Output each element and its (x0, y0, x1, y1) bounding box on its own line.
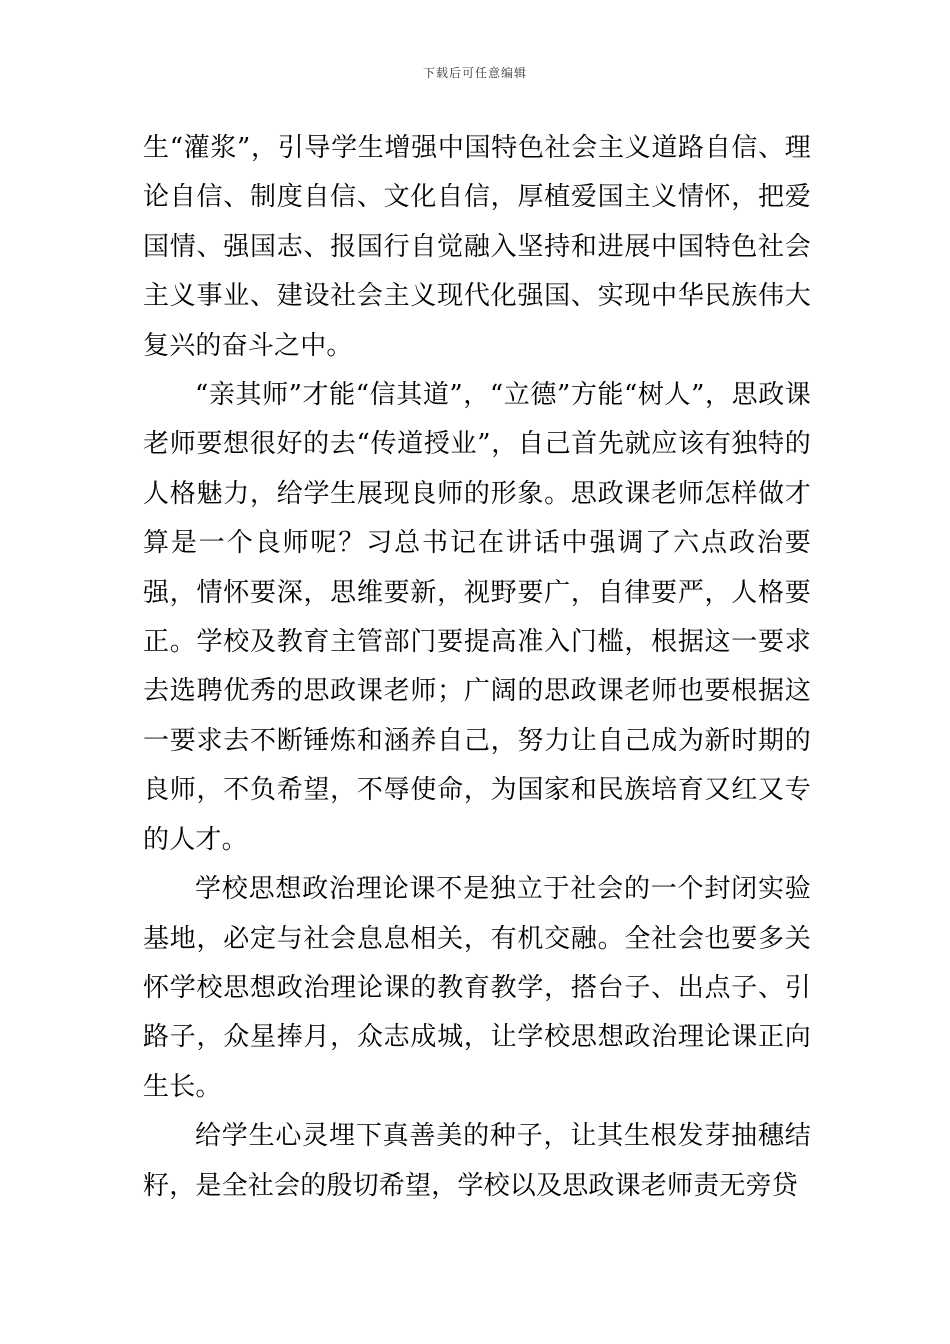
page-header: 下载后可任意编辑 (422, 66, 527, 80)
paragraph-1: 生“灌浆”，引导学生增强中国特色社会主义道路自信、理论自信、制度自信、文化自信，厚植爱国主义情怀，把爱国情、强国志、报国行自觉融入坚持和进展中国特色社会主义事业、建设社会主义现代化强国、实现中华民族伟大复兴的奋斗之中。 (143, 133, 811, 361)
paragraph-2: “亲其师”才能“信其道”，“立德”方能“树人”，思政课老师要想很好的去“传道授业”，自己首先就应该有独特的人格魅力，给学生展现良师的形象。思政课老师怎样做才算是一个良师呢？习总书记在讲话中强调了六点政治要强，情怀要深，思维要新，视野要广，自律要严，人格要正。学校及教育主管部门要提高准入门槛，根据这一要求去选聘优秀的思政课老师；广阔的思政课老师也要根据这一要求去不断锤炼和涵养自己，努力让自己成为新时期的良师，不负希望，不辱使命，为国家和民族培育又红又专的人才。 (143, 380, 811, 855)
document-body (143, 124, 811, 1211)
paragraph-3: 学校思想政治理论课不是独立于社会的一个封闭实验基地，必定与社会息息相关，有机交融。全社会也要多关怀学校思想政治理论课的教育教学，搭台子、出点子、引路子，众星捧月，众志成城，让学校思想政治理论课正向生长。 (143, 874, 811, 1102)
paragraph-4: 给学生心灵埋下真善美的种子，让其生根发芽抽穗结籽，是全社会的殷切希望，学校以及思政课老师责无旁贷 (143, 1121, 811, 1201)
